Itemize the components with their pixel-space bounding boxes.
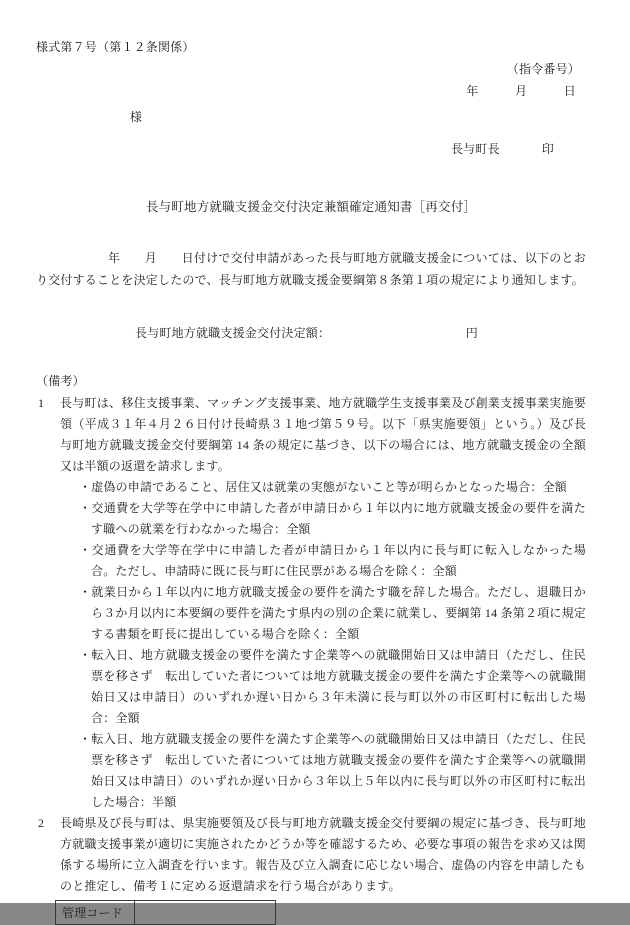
directive-number-label: （指令番号） — [506, 62, 580, 76]
grant-amount-label: 長与町地方就職支援金交付決定額： — [135, 326, 331, 340]
intro-paragraph: 年 月 日付けで交付申請があった長与町地方就職支援金については、以下のとおり交付することを決定したので、長与町地方就職支援金要綱第８条第１項の規定により通知します。 — [36, 251, 586, 287]
issuer-seal-mark: 印 — [541, 142, 554, 156]
management-code-table — [55, 900, 276, 925]
remarks-item-2-text: 長崎県及び長与町は、県実施要領及び長与町地方就職支援金交付要綱の規定に基づき、長与町地方就職支援事業が適切に実施されたかどうか等を確認するため、必要な事項の報告を求め又は関係する場所に立入調査を行います。報告及び立入調査に応じない場合、虚偽の内容を申請したものと推定し、備考１に定める返還請求を行う場合があります。 — [60, 816, 586, 893]
remarks-item-2 — [36, 813, 586, 897]
remarks-item-1-lead: 長与町は、移住支援事業、マッチング支援事業、地方就職学生支援事業及び創業支援事業実施要領（平成３１年４月２６日付け長崎県３１地づ第５９号。以下「県実施要領」という。）及び長与町地方就職支援金交付要綱第 14 条の規定に基づき、以下の場合には、地方就職支援金の全額又は半額の返還を請求します。 — [60, 396, 586, 473]
bullet-item: ・虚偽の申請であること、居住又は就業の実態がないこと等が明らかとなった場合：全額 — [79, 480, 568, 494]
remarks-heading: （備考） — [36, 374, 85, 388]
remarks-item-2-number: 2 — [38, 816, 45, 830]
management-code-value — [135, 901, 276, 925]
remarks-item-1-bullet-list — [60, 477, 586, 813]
form-number: 様式第７号（第１２条関係） — [36, 40, 195, 54]
bullet-item: ・交通費を大学等在学中に申請した者が申請日から１年以内に長与町に転入しなかった場合。ただし、申請時に既に長与町に住民票がある場合を除く：全額 — [79, 543, 586, 578]
bullet-item: ・転入日、地方就職支援金の要件を満たす企業等への就職開始日又は申請日（ただし、住民票を移さず 転出していた者については地方就職支援金の要件を満たす企業等への就職開始日又は申請日）のいずれか遅い日から３年未満に長与町以外の市区町村に転出した場合：全額 — [79, 648, 586, 725]
document-title: 長与町地方就職支援金交付決定兼額確定通知書［再交付］ — [145, 200, 477, 214]
addressee-honorific: 様 — [130, 110, 143, 124]
bullet-item: ・就業日から１年以内に地方就職支援金の要件を満たす職を辞した場合。ただし、退職日から３か月以内に本要綱の要件を満たす県内の別の企業に就業し、要綱第 14 条第２項に規定する書類を町長に提出している場合を除く：全額 — [79, 585, 586, 641]
management-code-label: 管理コード — [56, 901, 135, 925]
remarks-item-1 — [36, 393, 586, 813]
issue-date-line: 年 月 日 — [466, 84, 576, 98]
issuer-name: 長与町長 — [450, 142, 500, 156]
bullet-item: ・転入日、地方就職支援金の要件を満たす企業等への就職開始日又は申請日（ただし、住民票を移さず 転出していた者については地方就職支援金の要件を満たす企業等への就職開始日又は申請日）のいずれか遅い日から３年以上５年以内に長与町以外の市区町村に転出した場合：半額 — [79, 732, 586, 809]
grant-amount-unit: 円 — [465, 326, 478, 340]
issuer-row — [36, 140, 554, 157]
grant-amount-row — [135, 323, 586, 343]
bullet-item: ・交通費を大学等在学中に申請した者が申請日から１年以内に地方就職支援金の要件を満たす職への就業を行わなかった場合：全額 — [79, 501, 586, 536]
remarks-section — [36, 393, 586, 897]
table-row — [56, 901, 276, 925]
remarks-item-1-number: 1 — [38, 396, 45, 410]
